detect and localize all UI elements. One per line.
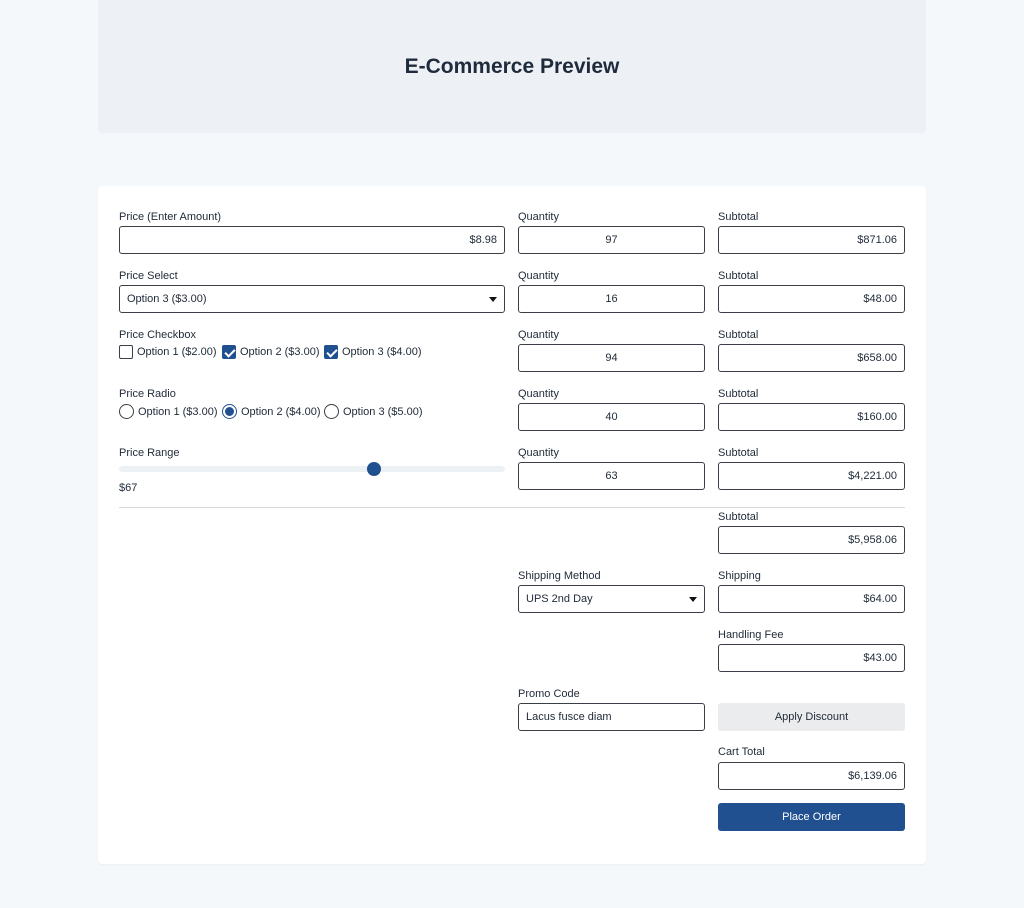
order-form bbox=[98, 186, 926, 864]
radio-option-label: Option 1 ($3.00) bbox=[138, 405, 218, 418]
subtotal-label: Subtotal bbox=[718, 270, 759, 282]
price-checkbox-label: Price Checkbox bbox=[119, 329, 197, 341]
price-range-label: Price Range bbox=[119, 447, 180, 459]
price-select-label: Price Select bbox=[119, 270, 178, 282]
quantity-input[interactable]: 97 bbox=[518, 226, 705, 254]
checkbox-option-label: Option 3 ($4.00) bbox=[342, 346, 422, 358]
subtotal-field[interactable]: $658.00 bbox=[718, 344, 905, 372]
price-amount-input[interactable]: $8.98 bbox=[119, 226, 505, 254]
chevron-down-icon bbox=[689, 597, 697, 602]
cart-total-label: Cart Total bbox=[718, 746, 765, 758]
quantity-input[interactable]: 16 bbox=[518, 285, 705, 313]
page-title: E-Commerce Preview bbox=[404, 55, 620, 78]
section-divider bbox=[119, 507, 905, 508]
quantity-input[interactable]: 94 bbox=[518, 344, 705, 372]
quantity-input[interactable]: 63 bbox=[518, 462, 705, 490]
summary-subtotal-label: Subtotal bbox=[718, 511, 759, 523]
quantity-label: Quantity bbox=[518, 447, 559, 459]
promo-code-input[interactable]: Lacus fusce diam bbox=[518, 703, 705, 731]
shipping-method-label: Shipping Method bbox=[518, 570, 601, 582]
subtotal-field[interactable]: $871.06 bbox=[718, 226, 905, 254]
subtotal-label: Subtotal bbox=[718, 447, 759, 459]
promo-code-label: Promo Code bbox=[518, 688, 580, 700]
price-select-value: Option 3 ($3.00) bbox=[127, 293, 207, 305]
radio-option-1[interactable] bbox=[119, 404, 218, 419]
shipping-label: Shipping bbox=[718, 570, 761, 582]
checkbox-icon[interactable] bbox=[119, 345, 133, 359]
shipping-method-value: UPS 2nd Day bbox=[526, 593, 593, 605]
slider-handle[interactable] bbox=[367, 462, 381, 476]
price-select-dropdown[interactable] bbox=[119, 285, 505, 313]
quantity-label: Quantity bbox=[518, 388, 559, 400]
radio-option-label: Option 2 ($4.00) bbox=[241, 405, 321, 418]
radio-selected-icon[interactable] bbox=[222, 404, 237, 419]
price-radio-label: Price Radio bbox=[119, 388, 176, 400]
subtotal-label: Subtotal bbox=[718, 211, 759, 223]
checkbox-option-label: Option 1 ($2.00) bbox=[137, 346, 217, 358]
checkbox-checked-icon[interactable] bbox=[222, 345, 236, 359]
shipping-method-dropdown[interactable] bbox=[518, 585, 705, 613]
cart-total-field[interactable]: $6,139.06 bbox=[718, 762, 905, 790]
checkbox-option-label: Option 2 ($3.00) bbox=[240, 346, 320, 358]
apply-discount-button[interactable]: Apply Discount bbox=[718, 703, 905, 731]
handling-fee-field[interactable]: $43.00 bbox=[718, 644, 905, 672]
summary-subtotal-field[interactable]: $5,958.06 bbox=[718, 526, 905, 554]
radio-option-3[interactable] bbox=[324, 404, 423, 419]
place-order-button[interactable]: Place Order bbox=[718, 803, 905, 831]
shipping-field[interactable]: $64.00 bbox=[718, 585, 905, 613]
price-range-slider[interactable] bbox=[119, 466, 505, 472]
radio-icon[interactable] bbox=[119, 404, 134, 419]
checkbox-option-2[interactable] bbox=[222, 345, 320, 359]
quantity-label: Quantity bbox=[518, 329, 559, 341]
price-enter-label: Price (Enter Amount) bbox=[119, 211, 222, 223]
checkbox-option-1[interactable] bbox=[119, 345, 217, 359]
subtotal-field[interactable]: $160.00 bbox=[718, 403, 905, 431]
page-header bbox=[98, 0, 926, 133]
quantity-input[interactable]: 40 bbox=[518, 403, 705, 431]
quantity-label: Quantity bbox=[518, 270, 559, 282]
radio-icon[interactable] bbox=[324, 404, 339, 419]
subtotal-label: Subtotal bbox=[718, 388, 759, 400]
checkbox-option-3[interactable] bbox=[324, 345, 422, 359]
chevron-down-icon bbox=[489, 297, 497, 302]
checkbox-checked-icon[interactable] bbox=[324, 345, 338, 359]
subtotal-field[interactable]: $4,221.00 bbox=[718, 462, 905, 490]
price-range-value: $67 bbox=[119, 482, 138, 494]
radio-option-2[interactable] bbox=[222, 404, 321, 419]
subtotal-field[interactable]: $48.00 bbox=[718, 285, 905, 313]
subtotal-label: Subtotal bbox=[718, 329, 759, 341]
quantity-label: Quantity bbox=[518, 211, 559, 223]
radio-option-label: Option 3 ($5.00) bbox=[343, 405, 423, 418]
handling-fee-label: Handling Fee bbox=[718, 629, 784, 641]
